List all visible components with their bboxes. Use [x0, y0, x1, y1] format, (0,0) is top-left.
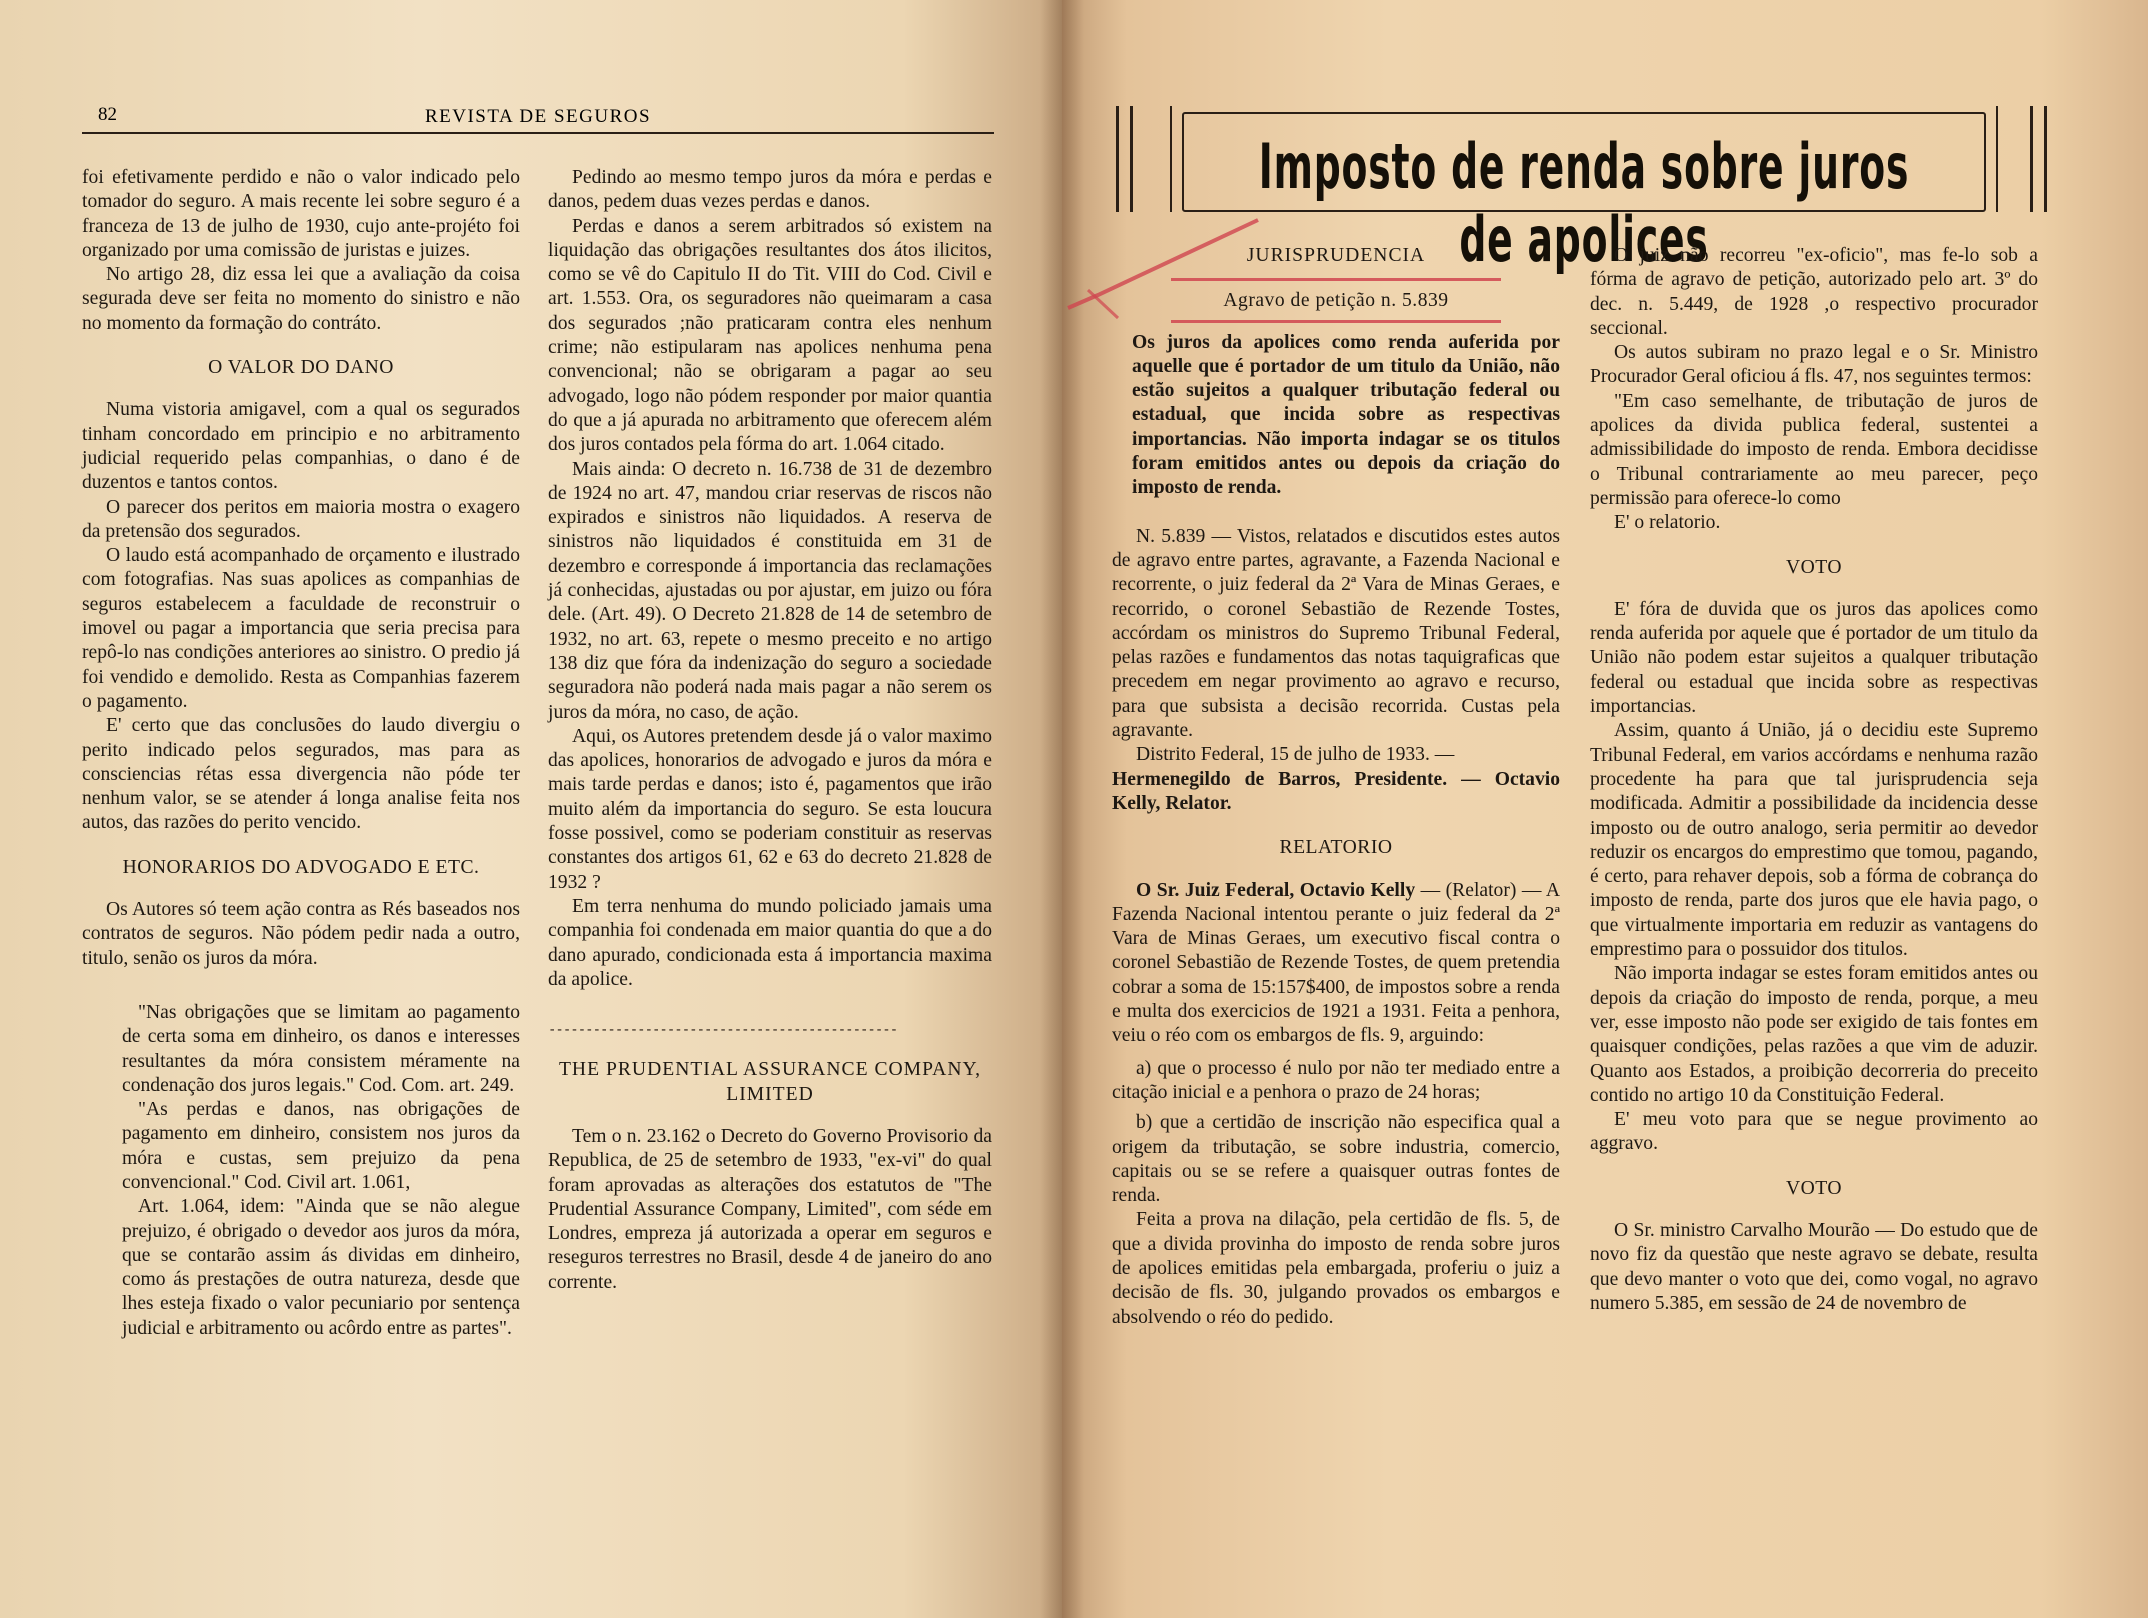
section-heading: VOTO — [1785, 1177, 1843, 1199]
left-page — [0, 0, 1062, 1618]
legal-quote — [82, 1001, 520, 1341]
paragraph: foi efetivamente perdido e não o valor indicado pelo tomador do seguro. A mais recente lei sobre seguro é a franceza de 13 de julho de 1930, cujo ante-projéto foi organizado por uma comissão de juristas e juizes. — [82, 167, 520, 261]
paragraph: Não importa indagar se estes foram emitidos antes ou depois da criação do imposto de renda, porque, a meu ver, esse imposto não pode ser exigido de tais fontes em quaisquer condições, pelas razões a que vim de aduzir. Quanto aos Estados, a proibição decorreria do preceito contido no artigo 10 da Constituição Federal. — [1590, 963, 2038, 1106]
paragraph: O Sr. ministro Carvalho Mourão — Do estudo que de novo fiz da questão que neste agravo se debate, resulta que devo manter o voto que dei, como vogal, no agravo numero 5.385, em sessão de 24 de novembro de — [1590, 1219, 2038, 1314]
border-line — [1130, 106, 1133, 212]
border-line — [2044, 106, 2047, 212]
date-line: Distrito Federal, 15 de julho de 1933. — — [1136, 744, 1455, 766]
paragraph: Os autos subiram no prazo legal e o Sr. Ministro Procurador Geral oficiou á fls. 47, nos seguintes termos: — [1590, 342, 2038, 388]
quote-paragraph: "As perdas e danos, nas obrigações de pagamento em dinheiro, consistem nos juros da móra e custas, sem prejuizo da pena convencional." Cod. Civil art. 1.061, — [122, 1099, 520, 1193]
paragraph: O juiz não recorreu "ex-oficio", mas fe-lo sob a fórma de agravo de petição, autorizado pelo art. 3º do dec. n. 5.449, de 1928 ,o respectivo procurador seccional. — [1590, 245, 2038, 339]
signature-line: Hermenegildo de Barros, Presidente. — Octavio Kelly, Relator. — [1112, 768, 1560, 814]
red-underline — [1171, 320, 1501, 323]
paragraph: E' certo que das conclusões do laudo divergiu o perito indicado pelos segurados, mas para as consciencias rétas essa divergencia não póde ter nenhum valor, se se atender á longa analise feita nos autos, das razões do perito vencido. — [82, 715, 520, 834]
separator-rule: ----------------------------------------------- — [548, 1022, 898, 1039]
paragraph: E' o relatorio. — [1614, 512, 1721, 534]
paragraph: "Em caso semelhante, de tributação de juros de apolices da divida publica federal, sustentei a admissibilidade do imposto de renda. Embora decidisse o Tribunal contrariamente ao meu parecer, peço permissão para oferece-lo como — [1590, 390, 2038, 509]
paragraph: Tem o n. 23.162 o Decreto do Governo Provisorio da Republica, de 25 de setembro de 1933, "ex-vi" do qual foram aprovadas as alterações dos estatutos de "The Prudential Assurance Company, Limited", com séde em Londres, empreza já autorizada a operar em seguros e reseguros terrestres no Brasil, desde 4 de janeiro do ano corrente. — [548, 1125, 992, 1293]
section-heading: O VALOR DO DANO — [208, 357, 394, 379]
section-heading: HONORARIOS DO ADVOGADO E ETC. — [122, 856, 480, 878]
border-line — [1116, 106, 1119, 212]
paragraph: Em terra nenhuma do mundo policiado jamais uma companhia foi condenada em maior quantia do que a do dano apurado, condicionada esta á importancia maxima da apolice. — [548, 895, 992, 990]
quote-paragraph: Art. 1.064, idem: "Ainda que se não alegue prejuizo, é obrigado o devedor aos juros da móra, que se contarão assim ás dividas em dinheiro, como ás prestações de outra natureza, desde que lhes esteja fixado o valor pecuniario por sentença judicial e arbitramento ou acôrdo entre as partes". — [122, 1196, 520, 1339]
speaker-name: O Sr. Juiz Federal, Octavio Kelly — [1136, 879, 1416, 901]
paragraph: Mais ainda: O decreto n. 16.738 de 31 de dezembro de 1924 no art. 47, mandou criar reservas de riscos não expirados e sinistros não liquidados. A reserva de sinistros não liquidados é constituida em 31 de dezembro e corresponde á importancia das reclamações já conhecidas, ajustadas ou por ajustar, em juizo ou fóra dele. (Art. 49). O Decreto 21.828 de 14 de setembro de 1932, no art. 63, repete o mesmo preceito e no artigo 138 diz que fóra da indenização do seguro a sociedade seguradora não poderá nada mais pagar a não serem os juros da móra, no caso, de ação. — [548, 458, 992, 723]
book-gutter — [1040, 0, 1084, 1618]
page-number: 82 — [98, 104, 117, 125]
paragraph: E' meu voto para que se negue provimento ao aggravo. — [1590, 1109, 2038, 1155]
paragraph: Os Autores só teem ação contra as Rés baseados nos contratos de seguros. Não pódem pedir nada a outro, titulo, senão os juros da móra. — [82, 899, 520, 969]
paragraph: O parecer dos peritos em maioria mostra o exagero da pretensão dos segurados. — [82, 496, 520, 542]
border-line — [2030, 106, 2033, 212]
article-title: Imposto de renda sobre juros de apolices — [1258, 130, 1910, 276]
red-underline — [1171, 278, 1501, 281]
left-column-1 — [82, 166, 520, 1341]
paragraph: Aqui, os Autores pretendem desde já o valor maximo das apolices, honorarios de advogado e juros da móra e mais tarde perdas e danos; isto é, pagamentos que irão muito além da importancia do seguro. Se esta loucura fosse possivel, como se poderiam constituir as reservas constantes dos artigos 61, 62 e 63 do decreto 21.828 de 1932 ? — [548, 725, 992, 893]
paragraph: No artigo 28, diz essa lei que a avaliação da coisa segurada deve ser feita no momento do sinistro e não no momento da formação do contráto. — [82, 264, 520, 334]
section-heading: JURISPRUDENCIA — [1246, 245, 1426, 266]
paragraph: b) que a certidão de inscrição não especifica qual a origem da tributação, se sobre industria, comercio, capitais ou se se refere a quaisquer outras fontes de renda. — [1112, 1112, 1560, 1207]
report-text: — (Relator) — A Fazenda Nacional intentou perante o juiz federal da 2ª Vara de Minas Geraes, um executivo fiscal contra o coronel Sebastião de Rezende Tostes, de quem pretendia cobrar a soma de 15:157$400, de impostos sobre a renda e multa dos exercicios de 1921 a 1931. Feita a penhora, veiu o réo com os embargos de fls. 9, arguindo: — [1112, 879, 1560, 1047]
paragraph: Assim, quanto á União, já o decidiu este Supremo Tribunal Federal, em varios accórdams e nenhuma razão procedente ha para que tal jurisprudencia seja modificada. Admitir a possibilidade da incidencia desse imposto ou de outro analogo, seria permitir ao devedor reduzir os encargos do emprestimo que tomou, pagando, é certo, para rehaver depois, sob a fórma de cobrança do imposto de renda, parte dos juros que ele havia pago, o que virtualmente importaria em reduzir as vantagens do emprestimo para o possuidor dos titulos. — [1590, 720, 2038, 961]
paragraph: Numa vistoria amigavel, com a qual os segurados tinham concordado em principio e no arbitramento judicial requerido pelas companhias, o dano é de duzentos e tantos contos. — [82, 399, 520, 494]
paragraph: N. 5.839 — Vistos, relatados e discutidos estes autos de agravo entre partes, agravante, a Fazenda Nacional e recorrente, o juiz federal da 2ª Vara de Minas Geraes, e recorrido, o coronel Sebastião de Rezende Tostes, accórdam os ministros do Supremo Tribunal Federal, pelas razões e fundamentos das notas taquigraficas que precedem em negar provimento ao agravo e recurso, para que subsista a decisão recorrida. Custas pela agravante. — [1112, 525, 1560, 742]
running-title: REVISTA DE SEGUROS — [424, 106, 652, 127]
section-heading: VOTO — [1785, 556, 1843, 578]
paragraph: a) que o processo é nulo por não ter mediado entre a citação inicial e a penhora o prazo de 24 horas; — [1112, 1057, 1560, 1103]
running-header — [82, 104, 994, 134]
case-summary: Os juros da apolices como renda auferida por aquelle que é portador de um titulo da União, não estão sujeitos a qualquer tributação federal ou estadual, que incida sobre as respectivas importancias. Não importa indagar se os titulos foram emitidos antes ou depois da criação do imposto de renda. — [1132, 331, 1560, 499]
paragraph: Feita a prova na dilação, pela certidão de fls. 5, de que a divida provinha do imposto de renda sobre juros de apolices emitidas pela embargada, proferiu o juiz a decisão de fls. 30, julgando provados os embargos e absolvendo o réo do pedido. — [1112, 1209, 1560, 1328]
paragraph: Pedindo ao mesmo tempo juros da móra e perdas e danos, pedem duas vezes perdas e danos. — [548, 167, 992, 213]
section-heading: RELATORIO — [1279, 837, 1393, 859]
right-column-1 — [1112, 244, 1560, 1330]
case-heading: Agravo de petição n. 5.839 — [1223, 290, 1449, 312]
left-column-2 — [548, 166, 992, 1295]
paragraph: O laudo está acompanhado de orçamento e ilustrado com fotografias. Nas suas apolices as companhias de seguros estabelecem a faculdade de reconstruir o imovel ou pagar a importancia que seria precisa para repô-lo nas condições anteriores ao sinistro. O predio já foi vendido e demolido. Resta as Companhias fazerem o pagamento. — [82, 545, 520, 712]
section-heading: THE PRUDENTIAL ASSURANCE COMPANY, LIMITED — [558, 1059, 982, 1105]
right-column-2 — [1590, 244, 2038, 1316]
paragraph: Perdas e danos a serem arbitrados só existem na liquidação das obrigações resultantes dos átos ilicitos, como se vê do Capitulo II do Tit. VIII do Cod. Civil e art. 1.553. Ora, os seguradores não queimaram a casa dos segurados ;não praticaram contra eles nenhum crime; não estipularam nas apolices nenhuma pena convencional; não se obrigaram a pagar ao seu advogado, logo não pódem responder por maior quantia do que a já apurada no arbitramento que oferecem além dos juros contados pela fórma do art. 1.064 citado. — [548, 215, 992, 456]
quote-paragraph: "Nas obrigações que se limitam ao pagamento de certa soma em dinheiro, os danos e interesses resultantes da móra consistem méramente na condenação dos juros legais." Cod. Com. art. 249. — [122, 1001, 520, 1096]
paragraph: E' fóra de duvida que os juros das apolices como renda auferida por aquele que é portador de um titulo da União não podem estar sujeitos a qualquer tributação federal ou estadual que incida sobre as respectivas importancias. — [1590, 598, 2038, 718]
